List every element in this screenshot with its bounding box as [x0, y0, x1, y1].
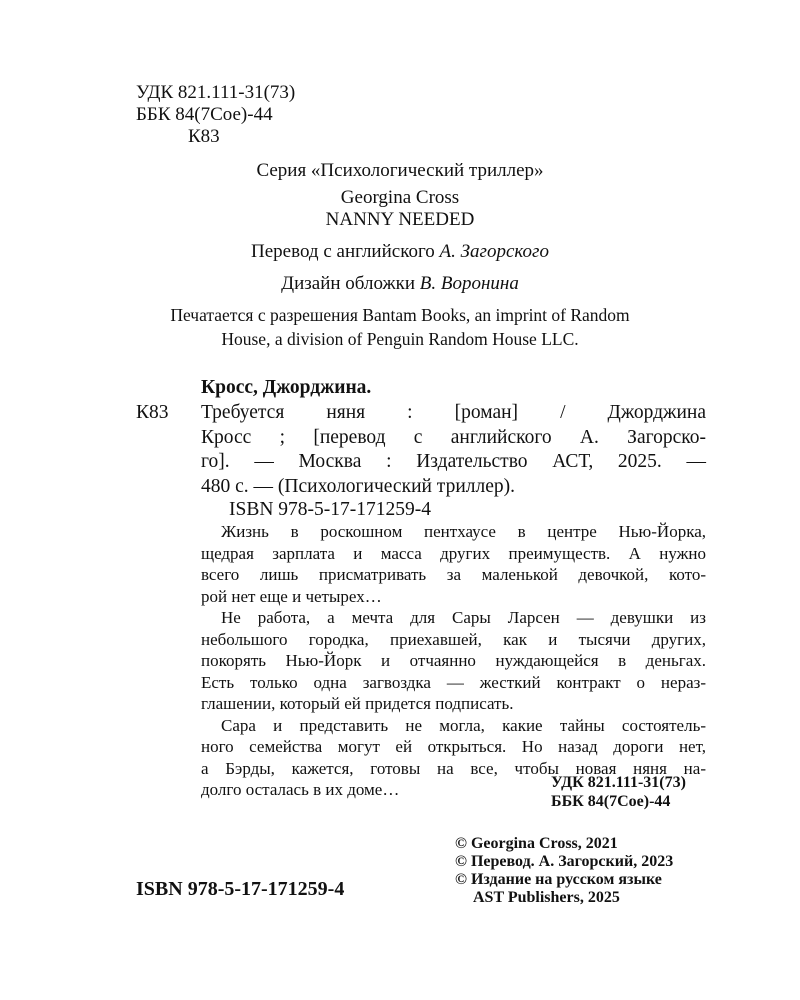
isbn-bottom: ISBN 978-5-17-171259-4	[136, 878, 345, 900]
card-line: 480 с. — (Психологический триллер).	[201, 475, 515, 497]
annotation-line: ного семейства могут ей открыться. Но назад дороги нет,	[201, 737, 706, 756]
annotation-line: всего лишь присматривать за маленькой девочкой, кото-	[201, 565, 706, 584]
card-line: Кросс ; [перевод с английского А. Загорско-	[201, 426, 706, 448]
card-line: го]. — Москва : Издательство АСТ, 2025. —	[201, 451, 706, 472]
translation-prefix: Перевод с английского	[251, 241, 440, 262]
card-line: Требуется няня : [роман] / Джорджина	[201, 402, 706, 423]
card-code: К83	[136, 402, 169, 423]
bbk-small: ББК 84(7Сое)-44	[551, 793, 671, 810]
udk-code: УДК 821.111-31(73)	[136, 82, 296, 103]
cover-design-credit	[0, 273, 800, 295]
card-description	[201, 401, 706, 499]
original-title: NANNY NEEDED	[325, 209, 475, 230]
annotation-line: Жизнь в роскошном пентхаусе в центре Нью-Йорка,	[221, 522, 706, 541]
author-mark: К83	[188, 126, 220, 147]
annotation-line: Не работа, а мечта для Сары Ларсен — девушки из	[221, 608, 706, 627]
card-author: Кросс, Джорджина.	[201, 377, 372, 398]
annotation-line: долго осталась в их доме…	[201, 780, 400, 799]
translator-name: А. Загорского	[439, 241, 549, 262]
udk-small: УДК 821.111-31(73)	[551, 774, 686, 791]
annotation-line: рой нет еще и четырех…	[201, 586, 382, 606]
cover-prefix: Дизайн обложки	[281, 273, 420, 294]
bbk-code: ББК 84(7Сое)-44	[136, 104, 273, 125]
series-title: Серия «Психологический триллер»	[256, 160, 544, 181]
permission-line-1: Печатается с разрешения Bantam Books, an imprint of Random	[170, 305, 630, 325]
annotation-line: Есть только одна загвоздка — жесткий контракт о нераз-	[201, 672, 706, 692]
copyright-translation: © Перевод. А. Загорский, 2023	[455, 853, 674, 870]
permission-line-2: House, a division of Penguin Random House LLC.	[221, 329, 579, 349]
translation-credit	[0, 241, 800, 263]
annotation-line: небольшого городка, приехавшей, как и тысячи других,	[201, 629, 706, 649]
card-isbn: ISBN 978-5-17-171259-4	[229, 499, 432, 520]
annotation	[201, 521, 706, 801]
original-author: Georgina Cross	[340, 187, 460, 208]
annotation-line: глашении, который ей придется подписать.	[201, 694, 514, 713]
annotation-line: Сара и представить не могла, какие тайны состоятель-	[221, 715, 706, 735]
copyright-publisher: AST Publishers, 2025	[473, 889, 620, 906]
annotation-line: а Бэрды, кажется, готовы на все, чтобы новая няня на-	[201, 758, 706, 778]
annotation-line: щедрая зарплата и масса других преимуществ. А нужно	[201, 543, 706, 563]
cover-designer-name: В. Воронина	[419, 273, 519, 294]
annotation-line: покорять Нью-Йорк и отчаянно нуждающейся в деньгах.	[201, 651, 706, 670]
copyright-edition: © Издание на русском языке	[455, 871, 662, 888]
copyright-author: © Georgina Cross, 2021	[455, 835, 618, 852]
